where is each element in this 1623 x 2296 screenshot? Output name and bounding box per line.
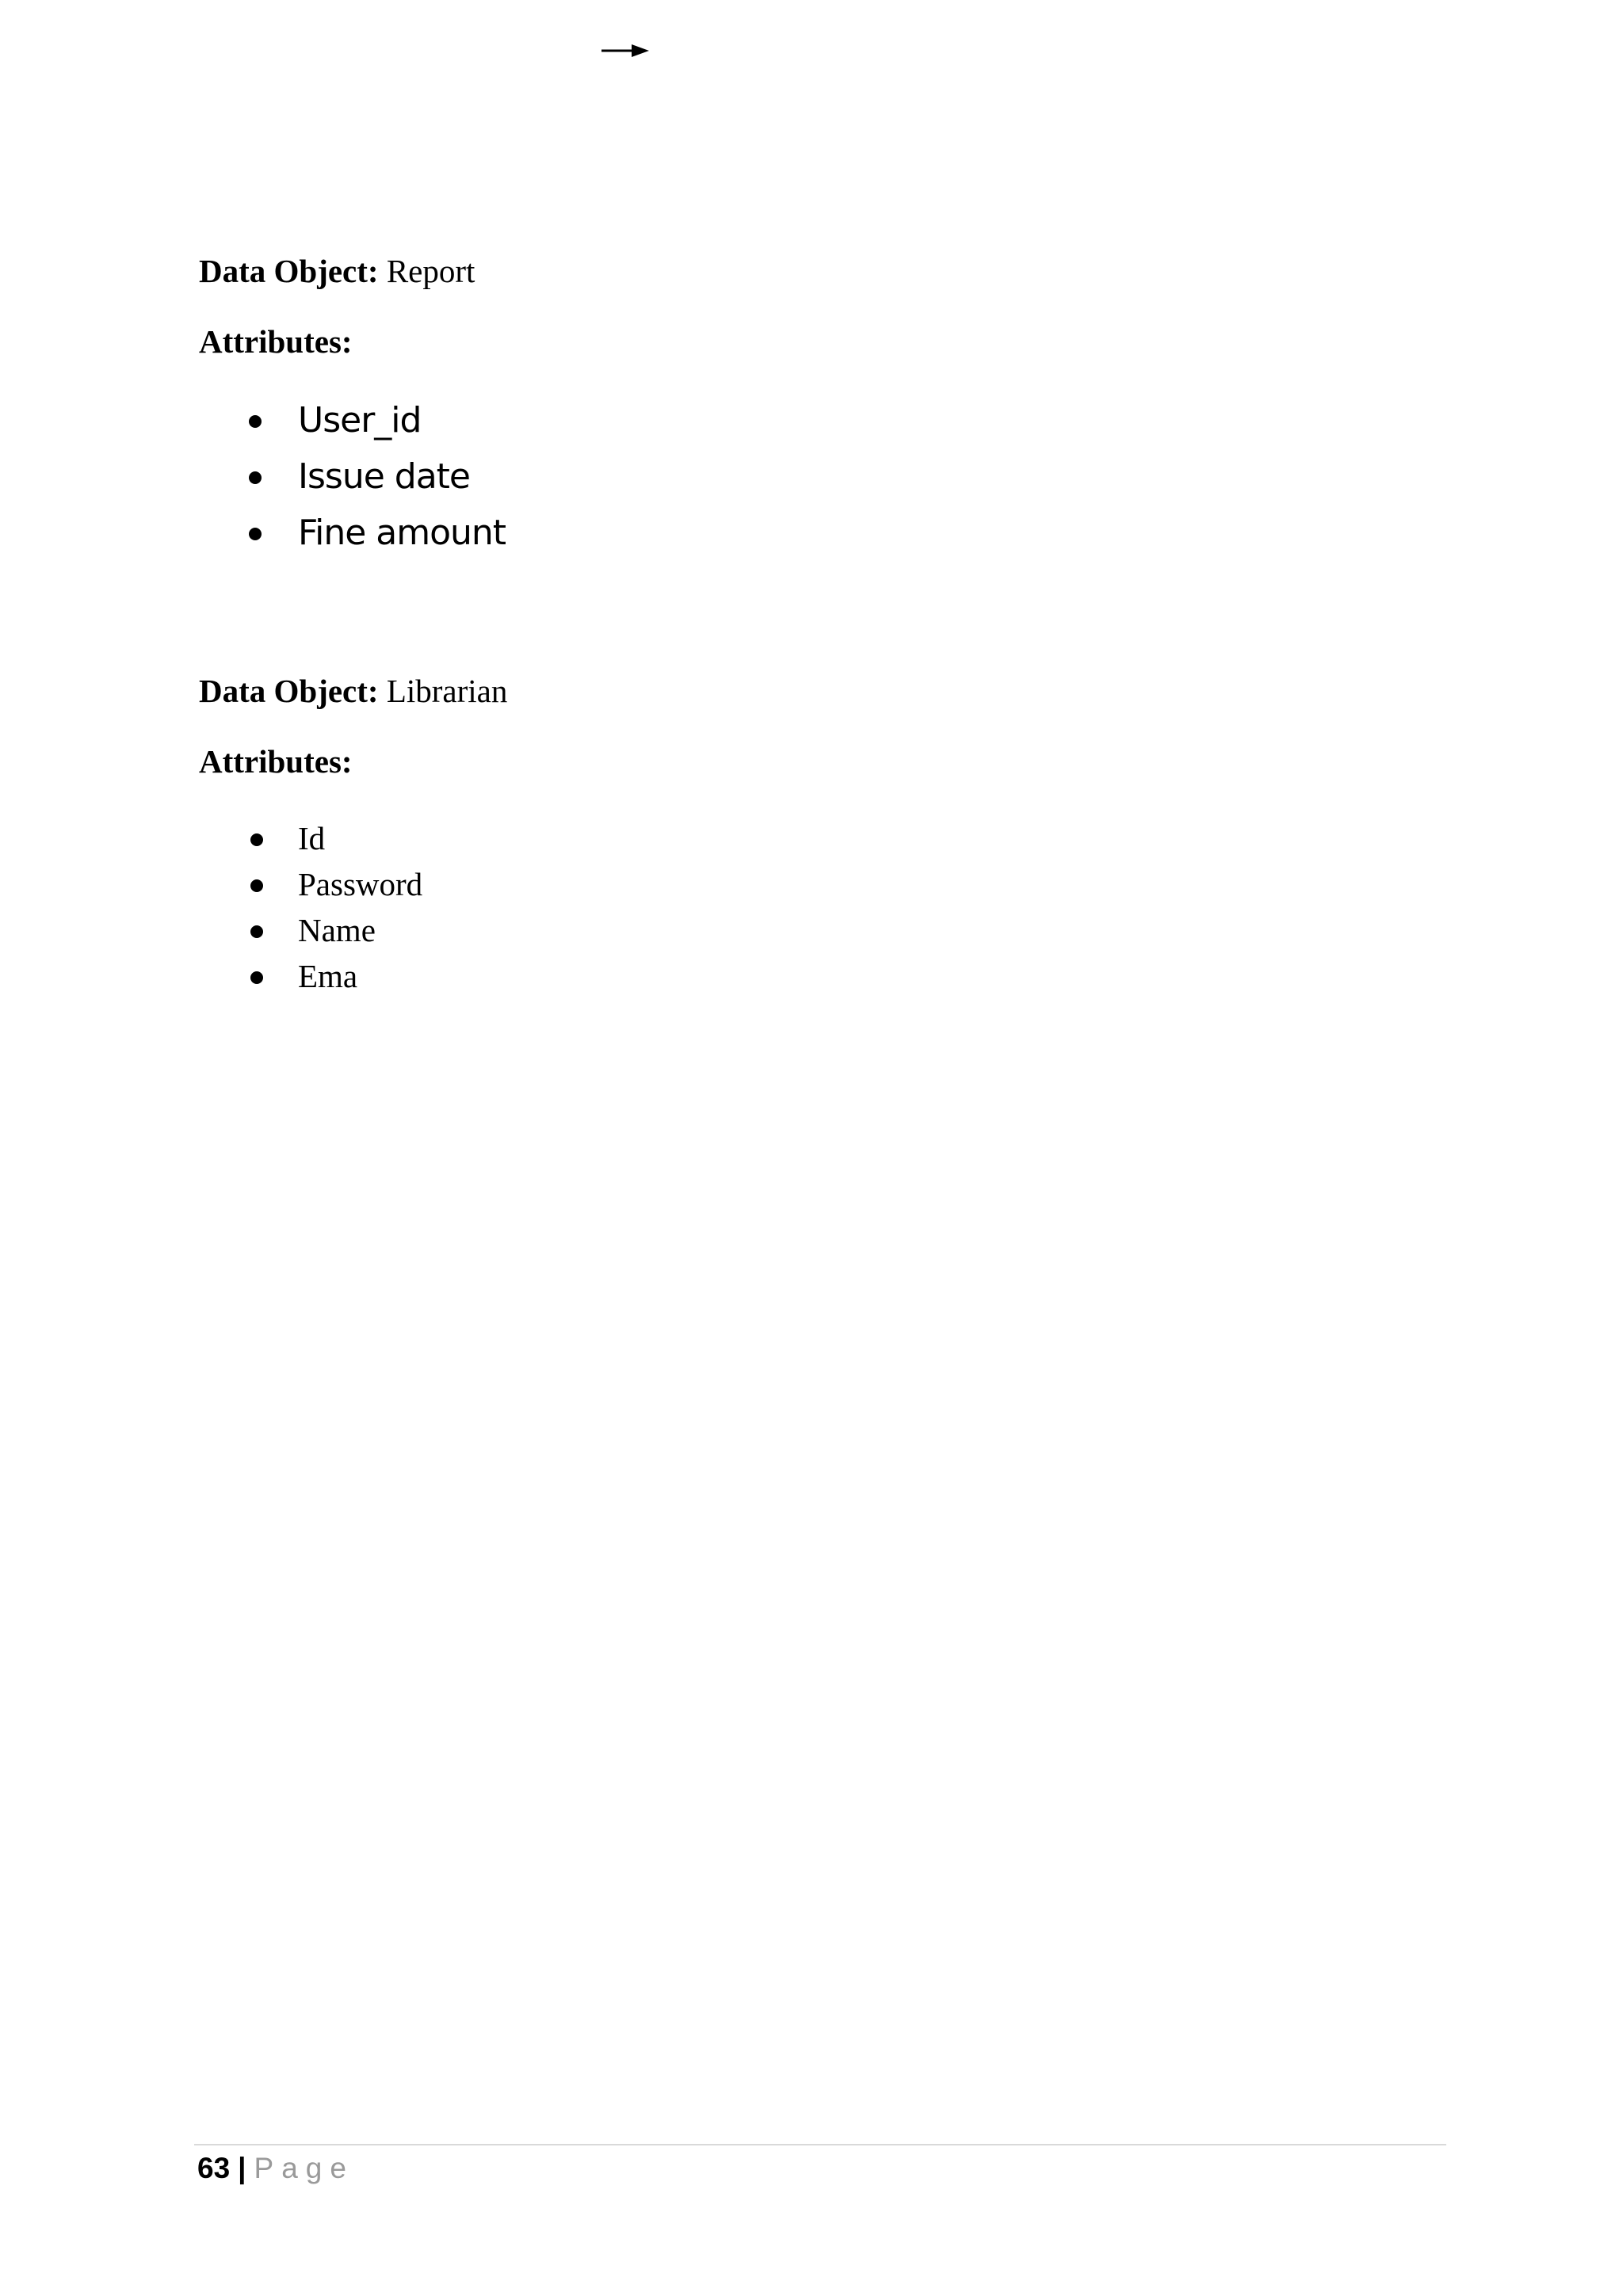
- attribute-text: Id: [298, 820, 326, 856]
- footer-separator: |: [238, 2152, 246, 2184]
- attribute-text: Issue date: [298, 456, 470, 497]
- attributes-label: Attributes:: [199, 323, 353, 360]
- attribute-text: Fine amount: [298, 513, 506, 553]
- data-object-heading-librarian: [199, 675, 507, 707]
- bullet-icon: [249, 528, 262, 540]
- attribute-text: Password: [298, 866, 423, 902]
- data-object-name: Report: [386, 253, 475, 289]
- page-number: 63: [197, 2152, 231, 2184]
- data-object-label: Data Object:: [199, 673, 379, 709]
- attribute-text: Ema: [298, 958, 358, 994]
- attribute-text: Name: [298, 912, 376, 948]
- bullet-icon: [250, 833, 263, 846]
- attributes-label: Attributes:: [199, 743, 353, 780]
- right-arrow-icon: [600, 41, 651, 60]
- page-word: Page: [254, 2152, 354, 2184]
- data-object-heading-report: [199, 255, 475, 288]
- footer-divider: [194, 2144, 1446, 2145]
- attributes-heading-report: [199, 323, 353, 360]
- attribute-text: User_id: [298, 400, 422, 441]
- bullet-icon: [250, 971, 263, 984]
- data-object-label: Data Object:: [199, 253, 379, 289]
- bullet-icon: [249, 415, 262, 428]
- page-footer: [197, 2149, 354, 2188]
- attributes-heading-librarian: [199, 743, 353, 780]
- bullet-icon: [249, 471, 262, 484]
- bullet-icon: [250, 879, 263, 892]
- bullet-icon: [250, 925, 263, 938]
- data-object-name: Librarian: [386, 673, 508, 709]
